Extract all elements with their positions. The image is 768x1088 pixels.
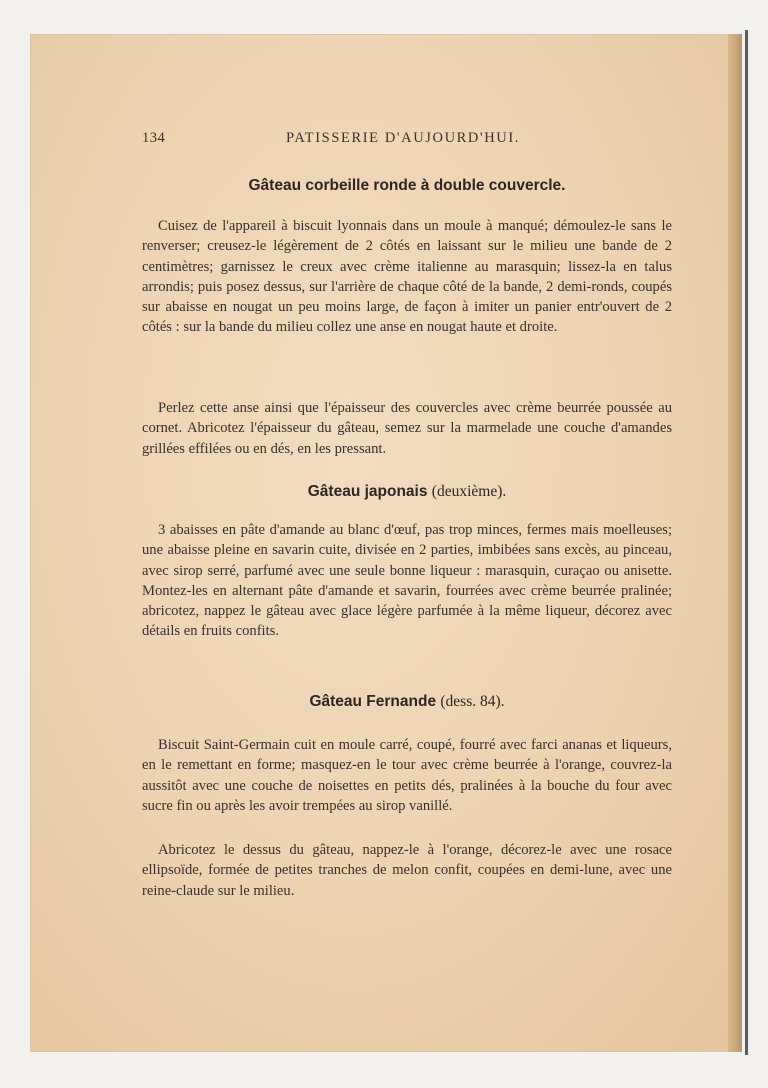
scan-border-line — [745, 30, 748, 1055]
paragraph-fernande-1: Biscuit Saint-Germain cuit en moule carré, coupé, fourré avec farci ananas et liqueurs, en le remettant en forme; masquez-en le tour avec crème beurrée à l'orange, couvrez-la aussitôt avec une couche de noisettes en petits dés, pralinées à la bouche du four avec sucre fin ou après les avoir trempées au sirop vanillé. — [142, 737, 672, 814]
section-title-text: Gâteau Fernande — [309, 693, 437, 710]
section-title-japonais — [142, 483, 672, 501]
page-edge — [728, 34, 742, 1052]
paragraph-corbeille-2: Perlez cette anse ainsi que l'épaisseur des couvercles avec crème beurrée poussée au cornet. Abricotez l'épaisseur du gâteau, semez sur la marmelade une couche d'amandes grillées effilées ou en dés, en les pressant. — [142, 400, 672, 457]
paragraph-japonais-1: 3 abaisses en pâte d'amande au blanc d'œuf, pas trop minces, fermes mais moelleuses; une abaisse pleine en savarin cuite, divisée en 2 parties, imbibées sans excès, au pinceau, avec sirop serré, parfumé avec une seule bonne liqueur : marasquin, curaçao ou anisette. Montez-les en alternant pâte d'amande et savarin, fourrées avec crème beurrée pralinée; abricotez, nappez le gâteau avec glace légère parfumée à la même liqueur, décorez avec détails en fruits confits. — [142, 522, 672, 640]
page-header — [142, 130, 672, 150]
section-title-text: Gâteau corbeille ronde à double couvercle. — [248, 177, 566, 194]
section-title-fernande — [142, 693, 672, 711]
section-title-corbeille — [142, 177, 672, 195]
section-title-sub: (dess. 84). — [440, 693, 505, 710]
paragraph-corbeille-1: Cuisez de l'appareil à biscuit lyonnais dans un moule à manqué; démoulez-le sans le renverser; creusez-le légèrement de 2 côtés en laissant sur le milieu une bande de 2 centimètres; garnissez le creux avec crème italienne au marasquin; lissez-la en talus arrondis; puis posez dessus, sur l'arrière de chaque côté de la bande, 2 demi-ronds, coupés sur abaisse en nougat un peu moins large, de façon à imiter un panier entr'ouvert de 2 côtés : sur la bande du milieu collez une anse en nougat haute et droite. — [142, 218, 672, 336]
paragraph-fernande-2: Abricotez le dessus du gâteau, nappez-le à l'orange, décorez-le avec une rosace ellipsoïde, formée de petites tranches de melon confit, coupées en demi-lune, avec une reine-claude sur le milieu. — [142, 842, 672, 899]
section-title-text: Gâteau japonais — [307, 483, 428, 500]
section-title-sub: (deuxième). — [431, 483, 507, 500]
page-number: 134 — [142, 130, 166, 146]
running-title: PATISSERIE D'AUJOURD'HUI. — [286, 130, 521, 146]
